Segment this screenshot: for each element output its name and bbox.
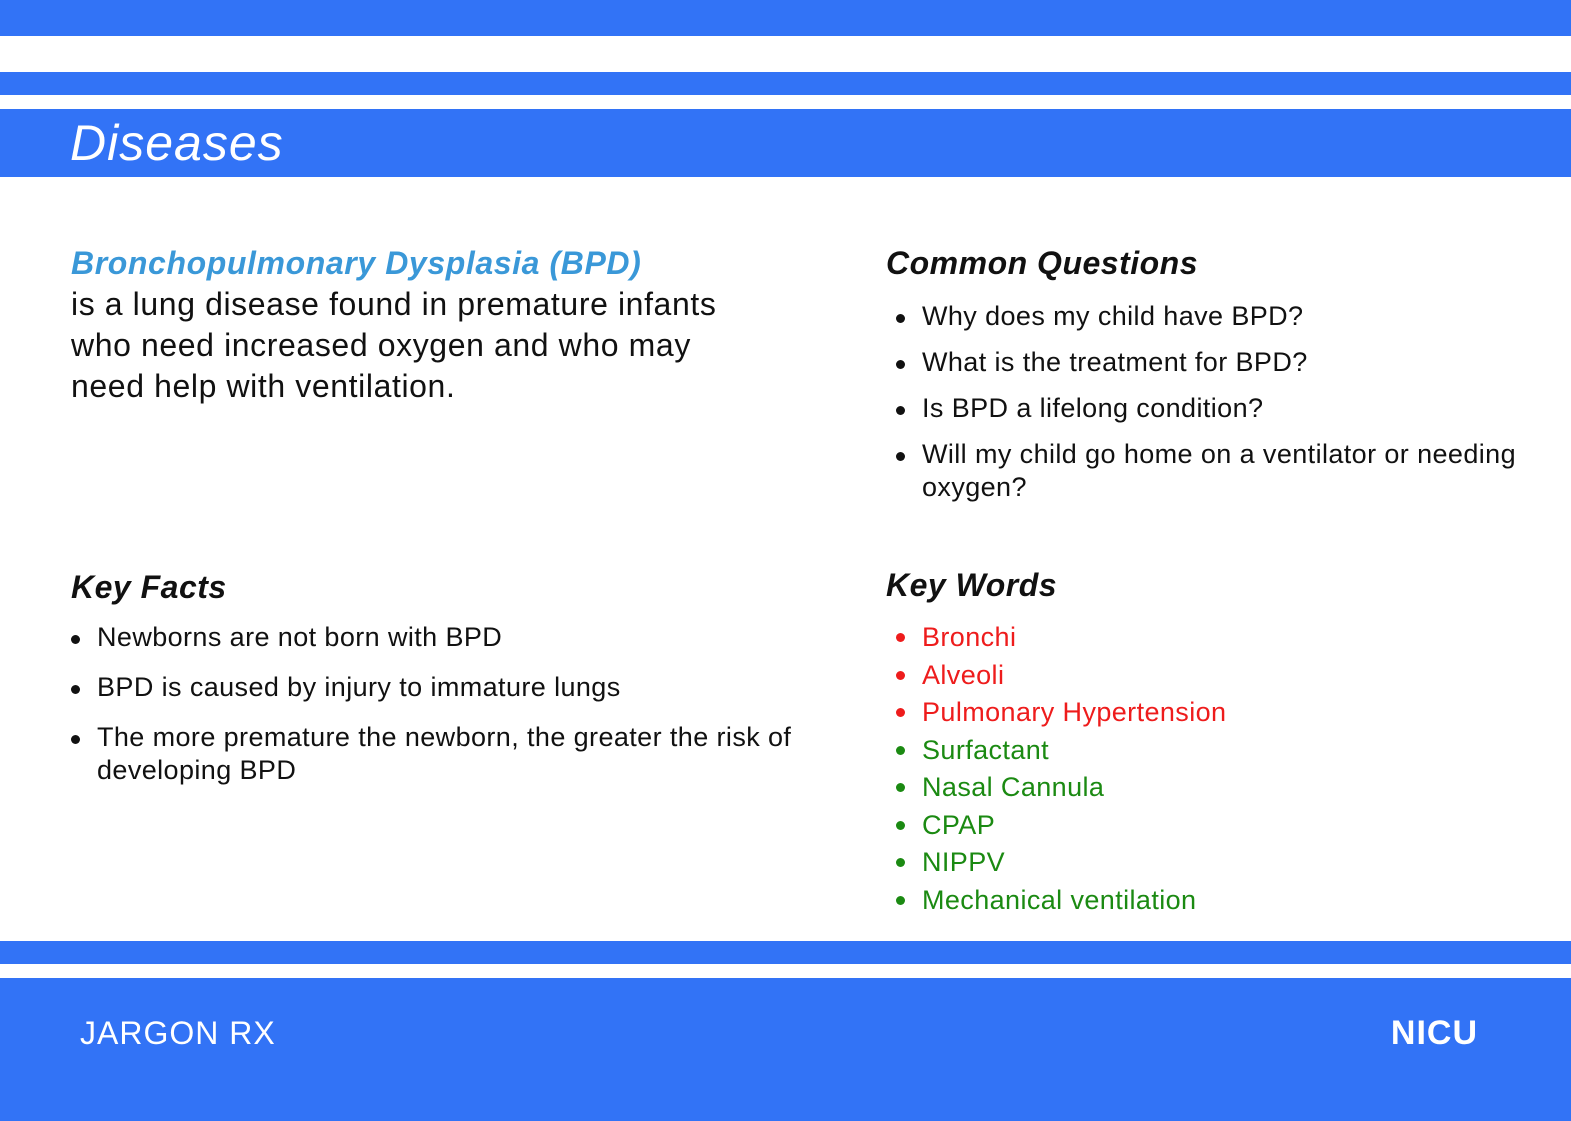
top-stripe-thin [0,72,1571,95]
key-word-text: CPAP [922,809,996,840]
key-words-heading: Key Words [886,567,1058,603]
key-word-item [886,657,1446,695]
key-word-text: Bronchi [922,622,1017,652]
common-questions-list [886,300,1526,517]
key-word-item [886,694,1446,732]
bottom-stripe-thin [0,941,1571,964]
disease-description: is a lung disease found in premature infants who need increased oxygen and who may need help with ventilation. [71,286,717,404]
footer-category: NICU [1390,1014,1478,1052]
key-word-item [886,619,1446,657]
disease-term: Bronchopulmonary Dysplasia (BPD) [71,245,642,281]
fact-item: Newborns are not born with BPD [61,621,801,654]
question-item: Why does my child have BPD? [886,300,1526,333]
common-questions-heading: Common Questions [886,245,1199,281]
fact-item: The more premature the newborn, the greater the risk of developing BPD [61,721,801,787]
key-facts-list [61,621,801,804]
intro-paragraph [71,243,731,407]
key-word-text: Nasal Cannula [922,772,1105,802]
question-item: Is BPD a lifelong condition? [886,392,1526,425]
page-title: Diseases [70,115,284,171]
key-word-item [886,769,1446,807]
key-word-item [886,807,1446,845]
key-word-text: Surfactant [922,734,1050,765]
question-item: Will my child go home on a ventilator or needing oxygen? [886,438,1526,504]
key-facts-heading: Key Facts [71,569,227,605]
key-word-item [886,732,1446,770]
key-word-text: NIPPV [922,847,1006,877]
key-word-text: Alveoli [922,659,1005,690]
fact-item: BPD is caused by injury to immature lungs [61,671,801,704]
question-item: What is the treatment for BPD? [886,346,1526,379]
key-words-list [886,619,1446,919]
key-word-item [886,882,1446,920]
top-stripe [0,0,1571,36]
footer-brand: JARGON RX [80,1015,276,1051]
key-word-text: Pulmonary Hypertension [922,697,1227,727]
key-word-item [886,844,1446,882]
key-word-text: Mechanical ventilation [922,884,1197,915]
